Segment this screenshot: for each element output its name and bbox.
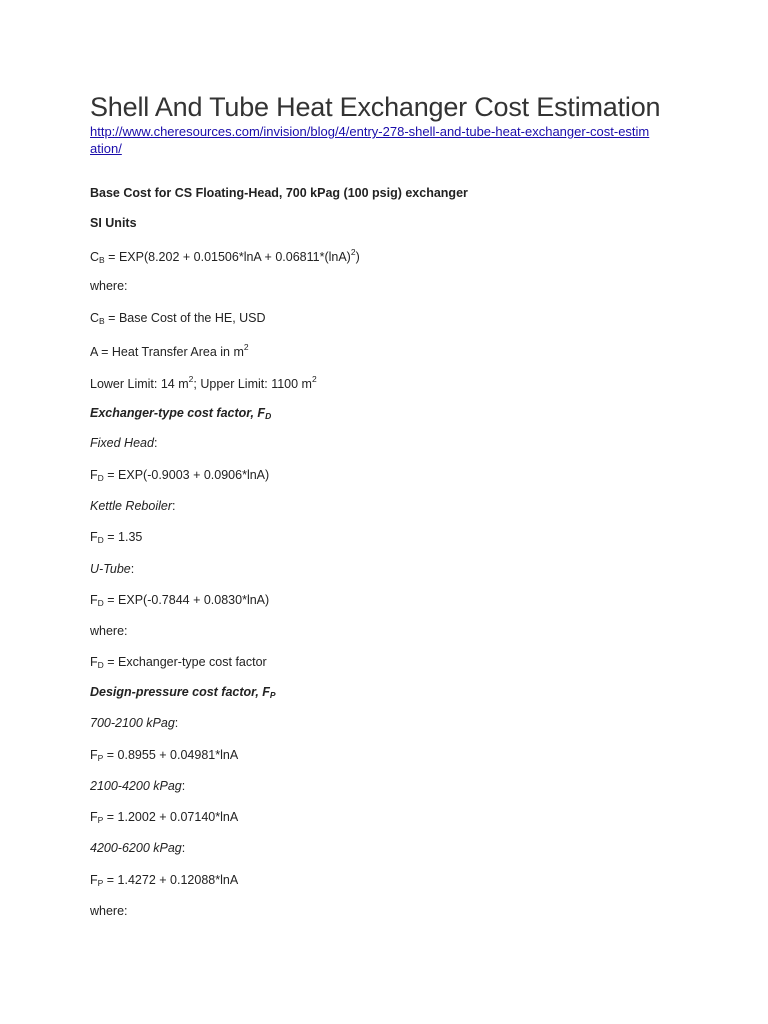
fd-definition: $F_D$ = Exchanger-type cost factor [90,655,267,670]
fp-range-3-formula: $F_P = 1.4272 + 0.12088*\ln A$ [90,873,239,888]
pressure-range-2-label: 2100-4200 kPag: [90,779,186,793]
page-title: Shell And Tube Heat Exchanger Cost Estimation [90,92,661,122]
where-label: where: [90,904,128,918]
fd-utube-formula: $F_D = EXP(-0.7844 + 0.0830*\ln A)$ [90,593,270,608]
pressure-range-1-label: 700-2100 kPag: [90,716,179,730]
where-label: where: [90,279,128,293]
pressure-range-3-label: 4200-6200 kPag: [90,841,186,855]
cb-definition: $C_B$ = Base Cost of the HE, USD [90,311,266,326]
kettle-reboiler-label: Kettle Reboiler: [90,499,176,513]
si-units-heading: SI Units [90,216,137,230]
area-definition: A = Heat Transfer Area in $m^2$ [90,342,249,359]
base-cost-heading: Base Cost for CS Floating-Head, 700 kPag (100 psig) exchanger [90,186,468,200]
cb-formula: $C_B = EXP(8.202 + 0.01506*\ln A + 0.06811*(\ln A)^2)$ [90,247,360,265]
fd-fixed-formula: $F_D = EXP(-0.9003 + 0.0906*\ln A)$ [90,468,270,483]
area-limits: Lower Limit: 14 $m^2$; Upper Limit: 1100 $m^2$ [90,374,317,391]
where-label: where: [90,624,128,638]
fp-range-1-formula: $F_P = 0.8955 + 0.04981*\ln A$ [90,748,239,763]
source-link[interactable]: http://www.cheresources.com/invision/blog/4/entry-278-shell-and-tube-heat-exchanger-cost-estimation/ [90,124,650,156]
fd-heading: Exchanger-type cost factor, $F_D$ [90,406,272,421]
fp-range-2-formula: $F_P = 1.2002 + 0.07140*\ln A$ [90,810,239,825]
fp-heading: Design-pressure cost factor, $F_P$ [90,685,276,700]
fd-kettle-formula: $F_D = 1.35$ [90,530,143,545]
u-tube-label: U-Tube: [90,562,135,576]
fixed-head-label: Fixed Head: [90,436,158,450]
